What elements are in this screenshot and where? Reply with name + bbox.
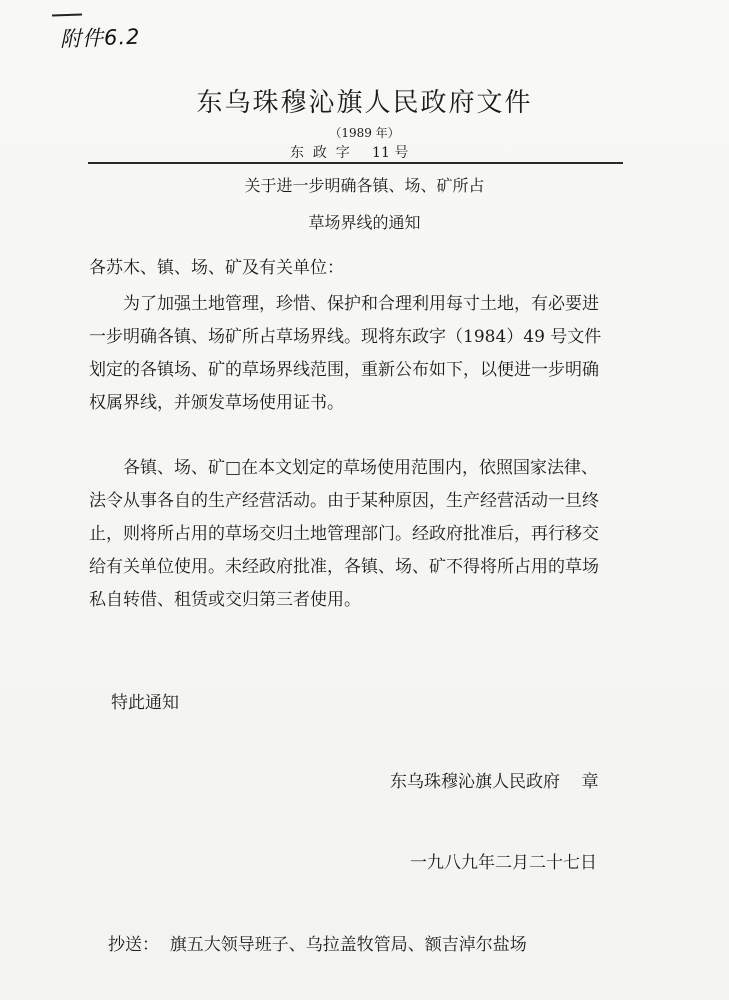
document-title: 东乌珠穆沁旗人民政府文件 xyxy=(196,88,533,118)
paragraph-line: 给有关单位使用。未经政府批准，各镇、场、矿不得将所占用的草场 xyxy=(89,557,599,577)
paragraph-line: 法令从事各自的生产经营活动。由于某种原因，生产经营活动一旦终 xyxy=(89,491,599,511)
issue-date: 一九八九年二月二十七日 xyxy=(410,853,597,873)
subject-line-1: 关于进一步明确各镇、场、矿所占 xyxy=(244,176,485,195)
paragraph-line: 划定的各镇场、矿的草场界线范围，重新公布如下，以便进一步明确 xyxy=(89,360,599,380)
handwritten-mark xyxy=(52,13,82,16)
paragraph-line: 私自转借、租赁或交归第三者使用。 xyxy=(89,590,361,610)
issuer-signature: 东乌珠穆沁旗人民政府 章 xyxy=(390,772,599,792)
document-number: 东 政 字 11 号 xyxy=(290,145,409,161)
salutation: 各苏木、镇、场、矿及有关单位： xyxy=(89,258,344,278)
paragraph-line: 各镇、场、矿□在本文划定的草场使用范围内，依照国家法律、 xyxy=(89,458,599,478)
paragraph-2 xyxy=(89,452,629,617)
document-year: （1989 年） xyxy=(329,126,400,140)
paragraph-line: 为了加强土地管理，珍惜、保护和合理利用每寸土地，有必要进 xyxy=(89,294,599,314)
handwritten-annotation: 附件6.2 xyxy=(59,24,141,52)
header-rule xyxy=(88,162,623,164)
paragraph-line: 权属界线，并颁发草场使用证书。 xyxy=(89,393,344,413)
cc-recipients: 抄送： 旗五大领导班子、乌拉盖牧管局、额吉淖尔盐场 xyxy=(108,935,527,955)
paragraph-line: 一步明确各镇、场矿所占草场界线。现将东政字（1984）49 号文件 xyxy=(89,327,602,347)
paragraph-line: 止，则将所占用的草场交归土地管理部门。经政府批准后，再行移交 xyxy=(89,524,599,544)
closing-notice: 特此通知 xyxy=(111,693,179,713)
subject-line-2: 草场界线的通知 xyxy=(308,213,421,232)
paragraph-1 xyxy=(89,288,629,420)
